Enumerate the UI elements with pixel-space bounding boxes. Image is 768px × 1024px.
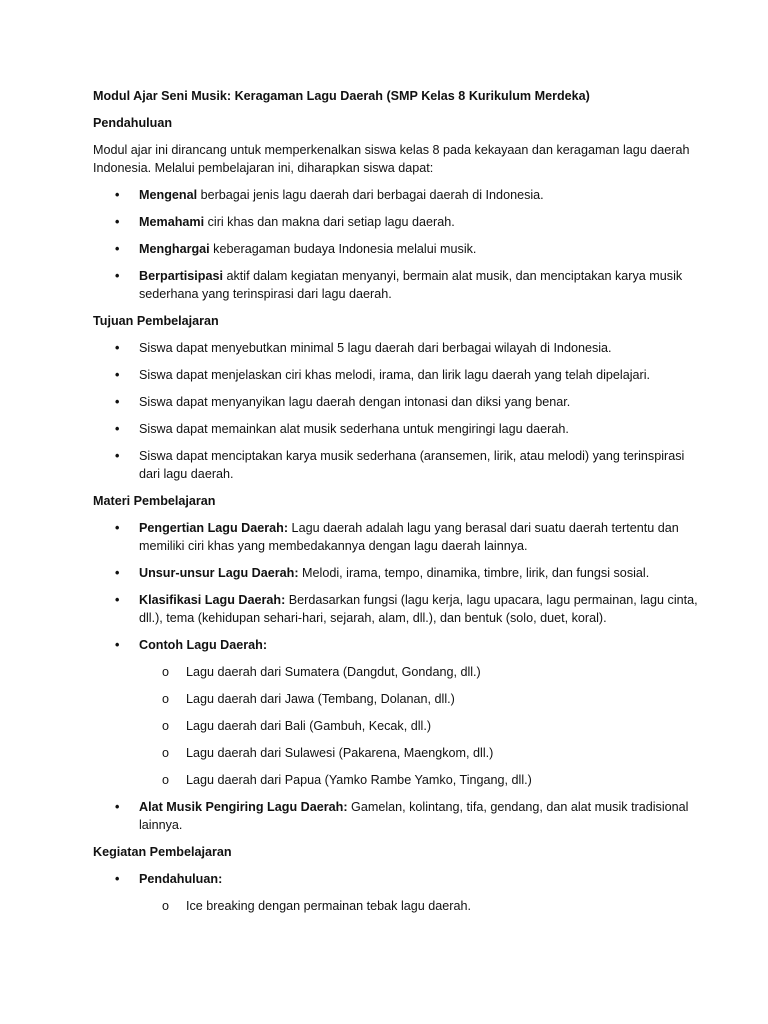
item-text: Lagu daerah dari Sumatera (Dangdut, Gondang, dll.) <box>186 665 481 679</box>
list-item <box>93 393 708 411</box>
list-item <box>93 267 708 303</box>
bullet-icon: • <box>115 872 120 886</box>
bullet-icon: • <box>115 242 120 256</box>
item-bold: Unsur-unsur Lagu Daerah: <box>139 566 299 580</box>
item-bold: Memahami <box>139 215 205 229</box>
bullet-icon: • <box>115 215 120 229</box>
bullet-icon: • <box>115 341 120 355</box>
item-bold: Menghargai <box>139 242 210 256</box>
bullet-icon: • <box>115 449 120 463</box>
item-text: Siswa dapat menciptakan karya musik sederhana (aransemen, lirik, atau melodi) yang terinspirasi dari lagu daerah. <box>139 449 685 481</box>
list-item <box>93 519 708 555</box>
sublist-item <box>139 717 708 735</box>
bullet-icon: • <box>115 800 120 814</box>
item-text: Lagu daerah dari Bali (Gambuh, Kecak, dll.) <box>186 719 432 733</box>
sub-bullet-icon: o <box>162 773 170 787</box>
sub-bullet-icon: o <box>162 692 170 706</box>
heading-kegiatan: Kegiatan Pembelajaran <box>93 845 232 859</box>
sub-bullet-icon: o <box>162 719 170 733</box>
sub-bullet-icon: o <box>162 746 170 760</box>
item-text: Siswa dapat memainkan alat musik sederhana untuk mengiringi lagu daerah. <box>139 422 569 436</box>
item-text: berbagai jenis lagu daerah dari berbagai daerah di Indonesia. <box>197 188 544 202</box>
item-bold: Berpartisipasi <box>139 269 223 283</box>
list-item <box>93 240 708 258</box>
list-item <box>93 447 708 483</box>
sublist-item <box>139 771 708 789</box>
item-text: Lagu daerah adalah lagu yang berasal dari suatu daerah tertentu dan memiliki ciri khas yang membedakannya dengan lagu daerah lainnya. <box>139 521 679 553</box>
item-bold: Mengenal <box>139 188 198 202</box>
contoh-sublist <box>139 663 708 789</box>
sub-bullet-icon: o <box>162 665 170 679</box>
sublist-item <box>139 690 708 708</box>
item-text: aktif dalam kegiatan menyanyi, bermain alat musik, dan menciptakan karya musik sederhana yang terinspirasi dari lagu daerah. <box>139 269 683 301</box>
list-item <box>93 870 708 915</box>
item-bold: Pengertian Lagu Daerah: <box>139 521 289 535</box>
materi-list <box>93 519 708 834</box>
sublist-item <box>139 897 708 915</box>
item-text: Berdasarkan fungsi (lagu kerja, lagu upacara, lagu permainan, lagu cinta, dll.), tema (kehidupan sehari-hari, sejarah, alam, dll.), dan bentuk (solo, duet, koral). <box>139 593 698 625</box>
pendahuluan-list <box>93 186 708 303</box>
list-item <box>93 213 708 231</box>
list-item <box>93 591 708 627</box>
item-text: Gamelan, kolintang, tifa, gendang, dan alat musik tradisional lainnya. <box>139 800 689 832</box>
item-text: Lagu daerah dari Jawa (Tembang, Dolanan, dll.) <box>186 692 455 706</box>
bullet-icon: • <box>115 422 120 436</box>
heading-tujuan: Tujuan Pembelajaran <box>93 314 219 328</box>
item-text: Melodi, irama, tempo, dinamika, timbre, lirik, dan fungsi sosial. <box>298 566 650 580</box>
item-bold: Pendahuluan: <box>139 872 223 886</box>
list-item <box>93 420 708 438</box>
item-text: Siswa dapat menyanyikan lagu daerah dengan intonasi dan diksi yang benar. <box>139 395 571 409</box>
list-item <box>93 564 708 582</box>
item-text: ciri khas dan makna dari setiap lagu daerah. <box>204 215 455 229</box>
bullet-icon: • <box>115 521 120 535</box>
bullet-icon: • <box>115 368 120 382</box>
item-bold: Contoh Lagu Daerah: <box>139 638 268 652</box>
kegiatan-list <box>93 870 708 915</box>
bullet-icon: • <box>115 638 120 652</box>
bullet-icon: • <box>115 593 120 607</box>
sub-bullet-icon: o <box>162 899 170 913</box>
sublist-item <box>139 663 708 681</box>
item-bold: Alat Musik Pengiring Lagu Daerah: <box>139 800 348 814</box>
list-item <box>93 339 708 357</box>
bullet-icon: • <box>115 188 120 202</box>
sublist-item <box>139 744 708 762</box>
item-text: Lagu daerah dari Sulawesi (Pakarena, Maengkom, dll.) <box>186 746 494 760</box>
intro-paragraph: Modul ajar ini dirancang untuk memperkenalkan siswa kelas 8 pada kekayaan dan keragaman lagu daerah Indonesia. Melalui pembelajaran ini, diharapkan siswa dapat: <box>93 143 690 175</box>
item-text: keberagaman budaya Indonesia melalui musik. <box>209 242 477 256</box>
item-text: Siswa dapat menjelaskan ciri khas melodi, irama, dan lirik lagu daerah yang telah dipelajari. <box>139 368 651 382</box>
tujuan-list <box>93 339 708 483</box>
list-item <box>93 636 708 789</box>
bullet-icon: • <box>115 269 120 283</box>
list-item <box>93 798 708 834</box>
heading-materi: Materi Pembelajaran <box>93 494 216 508</box>
heading-pendahuluan: Pendahuluan <box>93 116 173 130</box>
list-item <box>93 366 708 384</box>
item-text: Ice breaking dengan permainan tebak lagu daerah. <box>186 899 471 913</box>
kegiatan-sublist <box>139 897 708 915</box>
document-title: Modul Ajar Seni Musik: Keragaman Lagu Daerah (SMP Kelas 8 Kurikulum Merdeka) <box>93 89 590 103</box>
item-text: Siswa dapat menyebutkan minimal 5 lagu daerah dari berbagai wilayah di Indonesia. <box>139 341 612 355</box>
item-text: Lagu daerah dari Papua (Yamko Rambe Yamko, Tingang, dll.) <box>186 773 532 787</box>
bullet-icon: • <box>115 395 120 409</box>
bullet-icon: • <box>115 566 120 580</box>
list-item <box>93 186 708 204</box>
item-bold: Klasifikasi Lagu Daerah: <box>139 593 286 607</box>
